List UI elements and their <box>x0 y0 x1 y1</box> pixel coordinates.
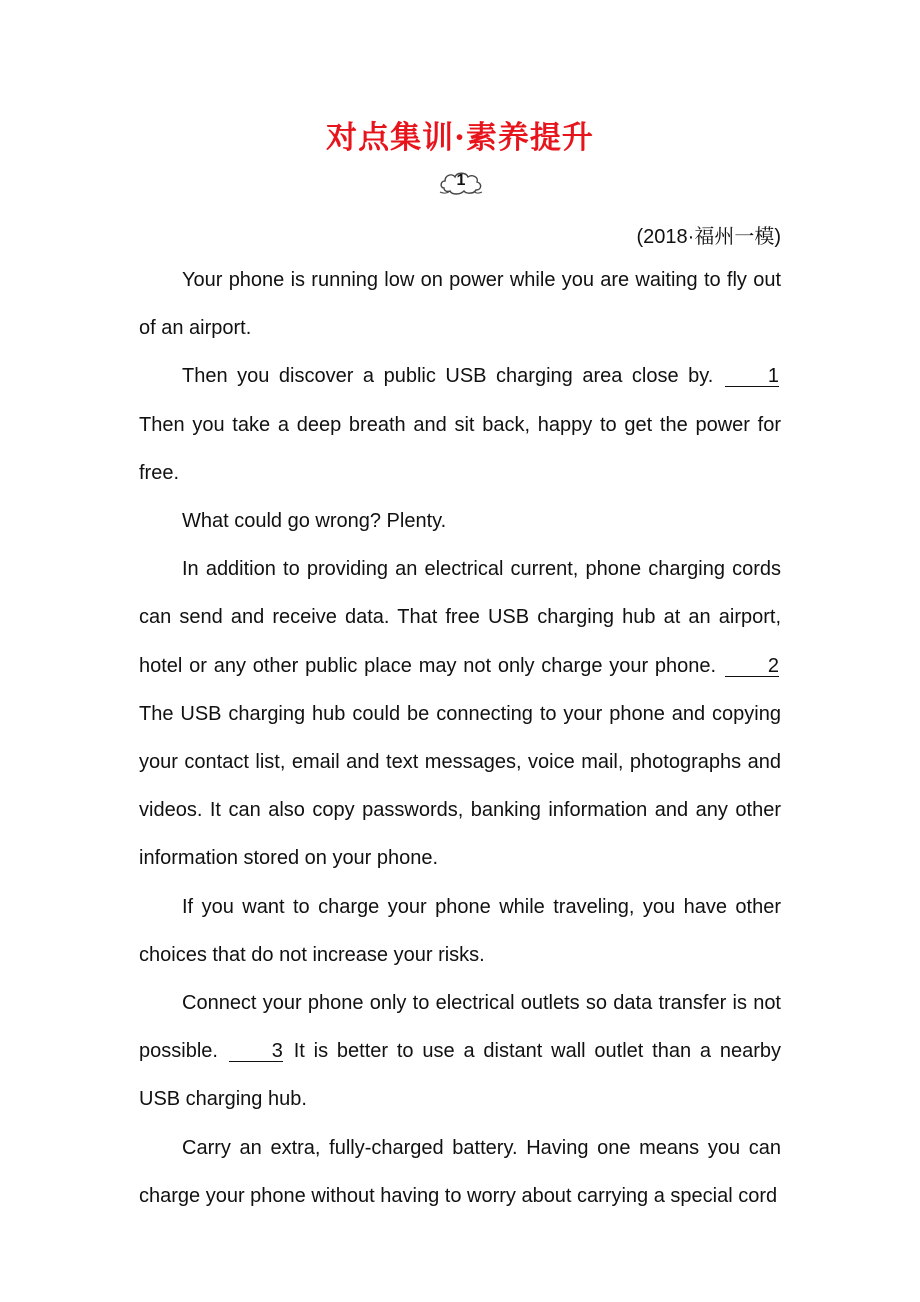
paragraph <box>139 352 781 497</box>
paragraph <box>139 256 781 352</box>
paragraph-text: If you want to charge your phone while traveling, you have other choices that do not increase your risks. <box>139 895 781 966</box>
paragraph <box>139 497 781 545</box>
paragraph-text: Then you discover a public USB charging area close by. <box>182 365 714 388</box>
paragraph-text: The USB charging hub could be connecting to your phone and copying your contact list, email and text messages, voice mail, photographs and videos. It can also copy passwords, banking information and any other information stored on your phone. <box>139 702 781 870</box>
paragraph <box>139 979 781 1124</box>
paragraph <box>139 1124 781 1220</box>
answer-blank-2: 2 <box>725 656 779 677</box>
paragraph-text: Carry an extra, fully-charged battery. Having one means you can charge your phone without having to worry about carrying a special cord <box>139 1136 781 1207</box>
paragraph <box>139 545 781 882</box>
reading-passage <box>139 256 781 1220</box>
paragraph-text: What could go wrong? Plenty. <box>182 510 447 533</box>
paragraph-text: It is better to use a distant wall outlet than a nearby USB charging hub. <box>139 1040 781 1111</box>
source-citation: (2018·福州一模) <box>636 226 781 248</box>
paragraph-text: Connect your phone only to electrical outlets so data transfer is not possible. <box>139 992 781 1063</box>
answer-blank-3: 3 <box>229 1041 283 1062</box>
answer-blank-1: 1 <box>725 366 779 387</box>
paragraph <box>139 883 781 979</box>
badge-number: 1 <box>456 172 466 189</box>
question-number-badge <box>438 168 484 198</box>
page-title: 对点集训·素养提升 <box>326 120 594 156</box>
paragraph-text: Your phone is running low on power while you are waiting to fly out of an airport. <box>139 269 781 340</box>
paragraph-text: In addition to providing an electrical current, phone charging cords can send and receive data. That free USB charging hub at an airport, hotel or any other public place may not only charge your phone. <box>139 558 781 677</box>
paragraph-text: Then you take a deep breath and sit back, happy to get the power for free. <box>139 413 781 484</box>
